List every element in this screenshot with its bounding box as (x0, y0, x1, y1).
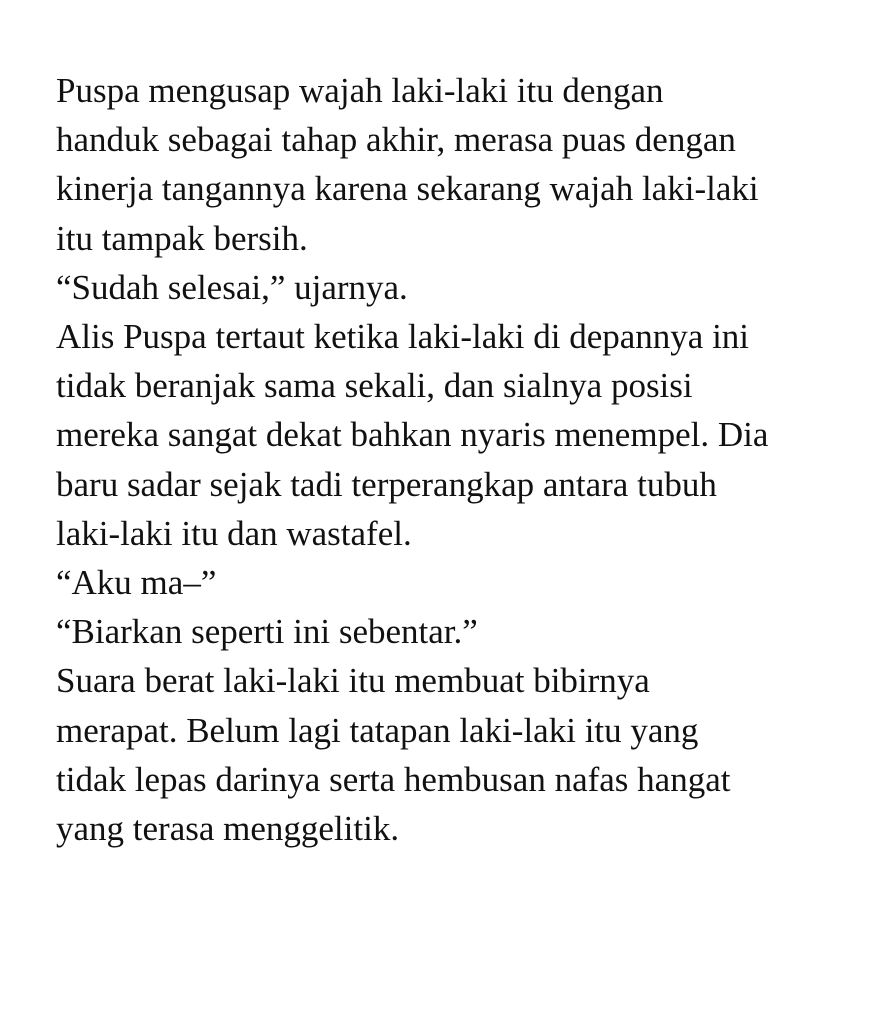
text-line: yang terasa menggelitik. (56, 809, 400, 849)
text-line: “Biarkan seperti ini sebentar.” (56, 612, 478, 652)
dialogue-paragraph (56, 607, 856, 656)
paragraph (56, 312, 856, 558)
dialogue-paragraph (56, 263, 856, 312)
text-line: kinerja tangannya karena sekarang wajah laki-laki (56, 169, 759, 209)
text-line: merapat. Belum lagi tatapan laki-laki itu yang (56, 710, 699, 750)
text-line: “Aku ma–” (56, 563, 217, 603)
paragraph (56, 66, 856, 263)
dialogue-paragraph (56, 558, 856, 607)
text-line: handuk sebagai tahap akhir, merasa puas dengan (56, 120, 736, 160)
text-line: “Sudah selesai,” ujarnya. (56, 267, 408, 307)
text-line: tidak lepas darinya serta hembusan nafas hangat (56, 759, 731, 799)
story-text-body (56, 66, 856, 853)
text-line: laki-laki itu dan wastafel. (56, 513, 412, 553)
paragraph (56, 656, 856, 853)
text-line: Puspa mengusap wajah laki-laki itu dengan (56, 71, 664, 110)
text-line: tidak beranjak sama sekali, dan sialnya posisi (56, 366, 693, 406)
text-line: mereka sangat dekat bahkan nyaris menempel. Dia (56, 415, 769, 455)
text-line: baru sadar sejak tadi terperangkap antara tubuh (56, 464, 717, 504)
text-line: Suara berat laki-laki itu membuat bibirnya (56, 661, 650, 701)
text-line: Alis Puspa tertaut ketika laki-laki di depannya ini (56, 317, 750, 357)
text-line: itu tampak bersih. (56, 218, 308, 258)
